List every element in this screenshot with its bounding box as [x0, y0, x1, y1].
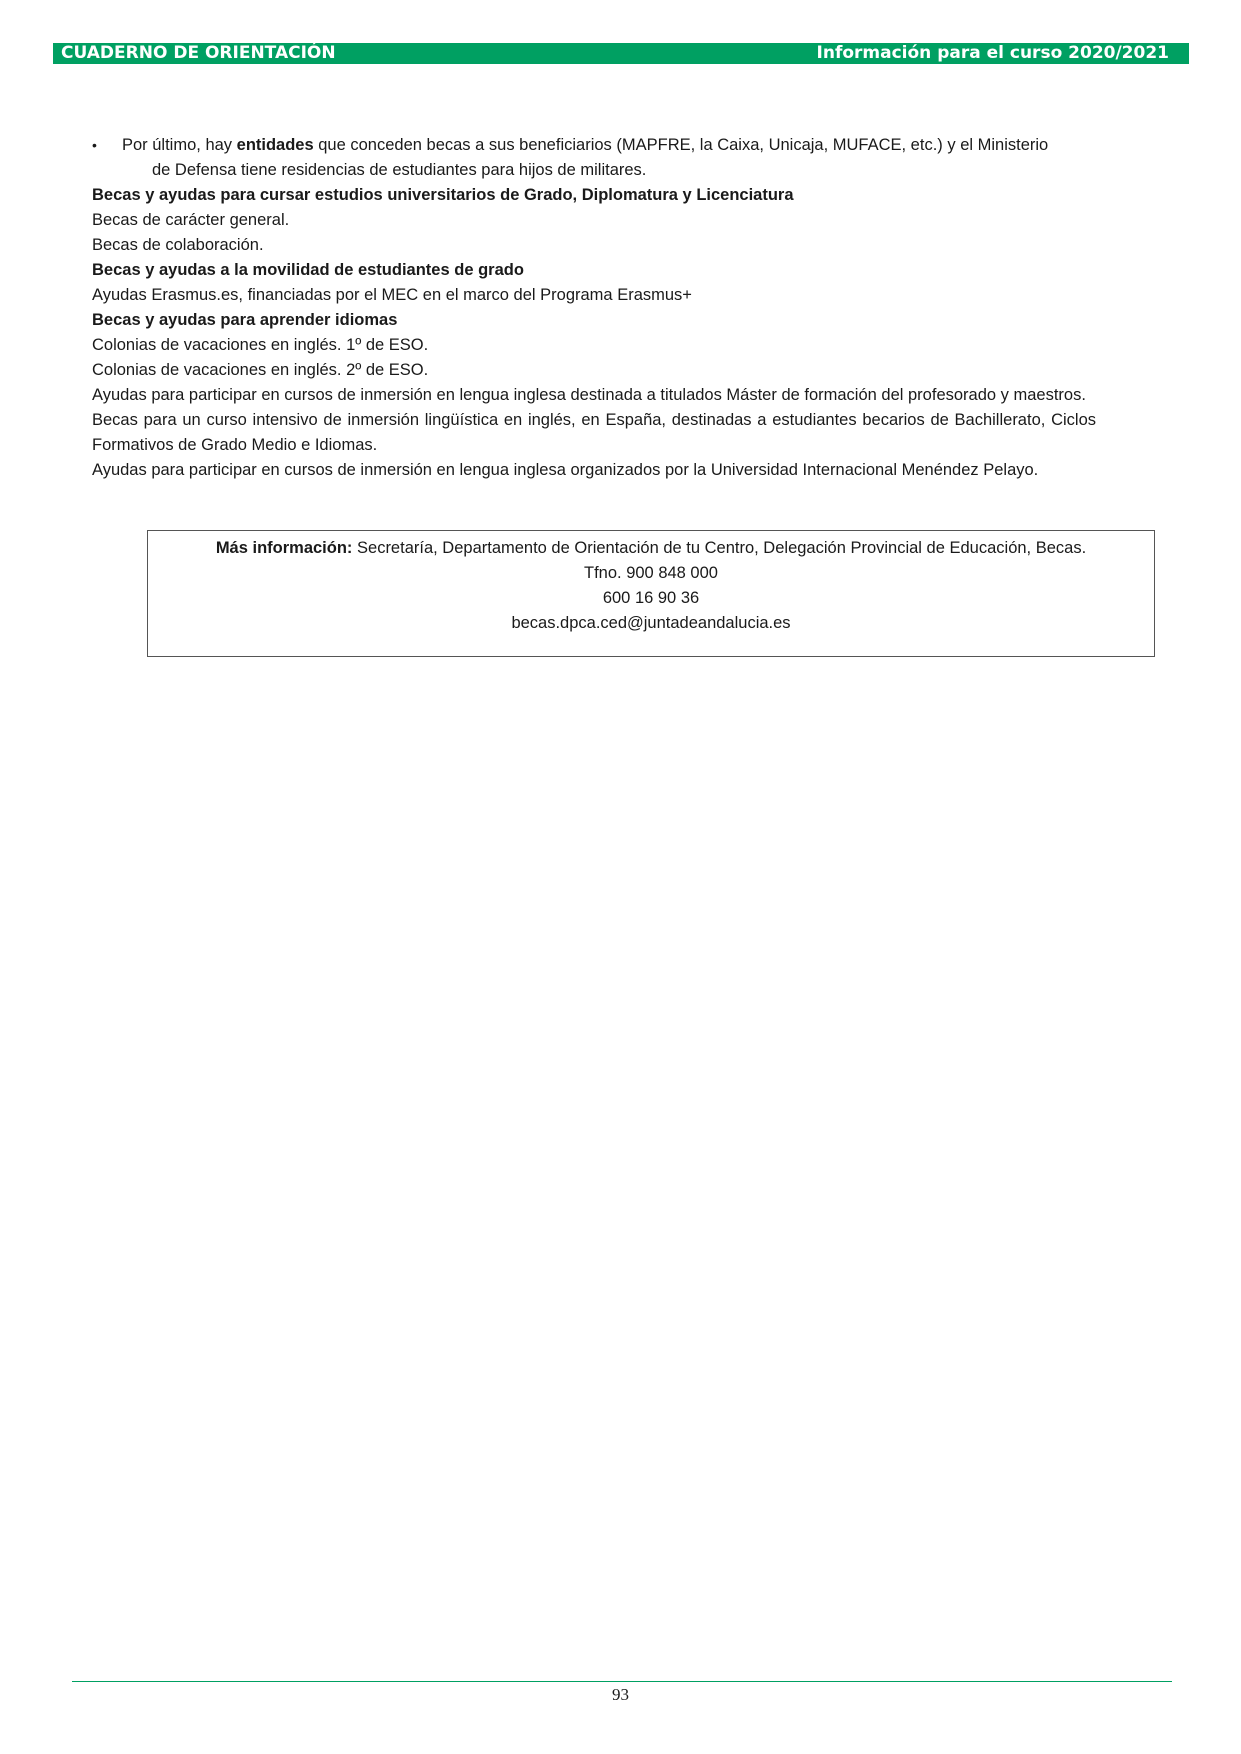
section-heading-mobility: Becas y ayudas a la movilidad de estudiantes de grado — [92, 261, 524, 279]
bullet-text: que conceden becas a sus beneficiarios (MAPFRE, la Caixa, Unicaja, MUFACE, etc.) y el Ministerio — [313, 136, 1049, 154]
bullet-text-continued: de Defensa tiene residencias de estudiantes para hijos de militares. — [152, 161, 647, 179]
phone-secondary: 600 16 90 36 — [602, 589, 700, 607]
bullet-icon: • — [92, 137, 97, 153]
more-info-line — [148, 536, 1154, 561]
bullet-item — [92, 133, 1096, 183]
main-content — [92, 133, 1096, 483]
phone-primary: Tfno. 900 848 000 — [584, 564, 718, 582]
more-info-text: Secretaría, Departamento de Orientación de tu Centro, Delegación Provincial de Educación, Becas. — [352, 539, 1087, 557]
list-item: Colonias de vacaciones en inglés. 2º de ESO. — [92, 361, 429, 379]
course-info: Información para el curso 2020/2021 — [816, 43, 1169, 63]
page-number: 93 — [612, 1685, 629, 1704]
bullet-prefix: Por último, hay — [122, 136, 237, 154]
header-bar — [53, 43, 1189, 64]
bullet-bold-word: entidades — [236, 136, 314, 154]
more-info-label: Más información: — [215, 539, 353, 557]
contact-email: becas.dpca.ced@juntadeandalucia.es — [511, 614, 791, 632]
section-heading-languages: Becas y ayudas para aprender idiomas — [92, 311, 398, 329]
footer-divider — [72, 1681, 1172, 1682]
list-item: Becas para un curso intensivo de inmersión lingüística en inglés, en España, destinadas a estudiantes becarios de Bachillerato, Ciclos Formativos de Grado Medio e Idiomas. — [92, 411, 1096, 454]
more-info-box — [147, 530, 1155, 657]
list-item: Ayudas para participar en cursos de inmersión en lengua inglesa destinada a titulados Máster de formación del profesorado y maestros. — [92, 386, 1086, 404]
list-item: Ayudas para participar en cursos de inmersión en lengua inglesa organizados por la Universidad Internacional Menéndez Pelayo. — [92, 461, 1039, 479]
list-item: Becas de carácter general. — [92, 211, 290, 229]
list-item: Colonias de vacaciones en inglés. 1º de ESO. — [92, 336, 429, 354]
list-item: Becas de colaboración. — [92, 236, 264, 254]
document-title: CUADERNO DE ORIENTACIÓN — [61, 43, 336, 63]
section-heading-university: Becas y ayudas para cursar estudios universitarios de Grado, Diplomatura y Licenciatura — [92, 186, 794, 204]
list-item: Ayudas Erasmus.es, financiadas por el MEC en el marco del Programa Erasmus+ — [92, 286, 692, 304]
